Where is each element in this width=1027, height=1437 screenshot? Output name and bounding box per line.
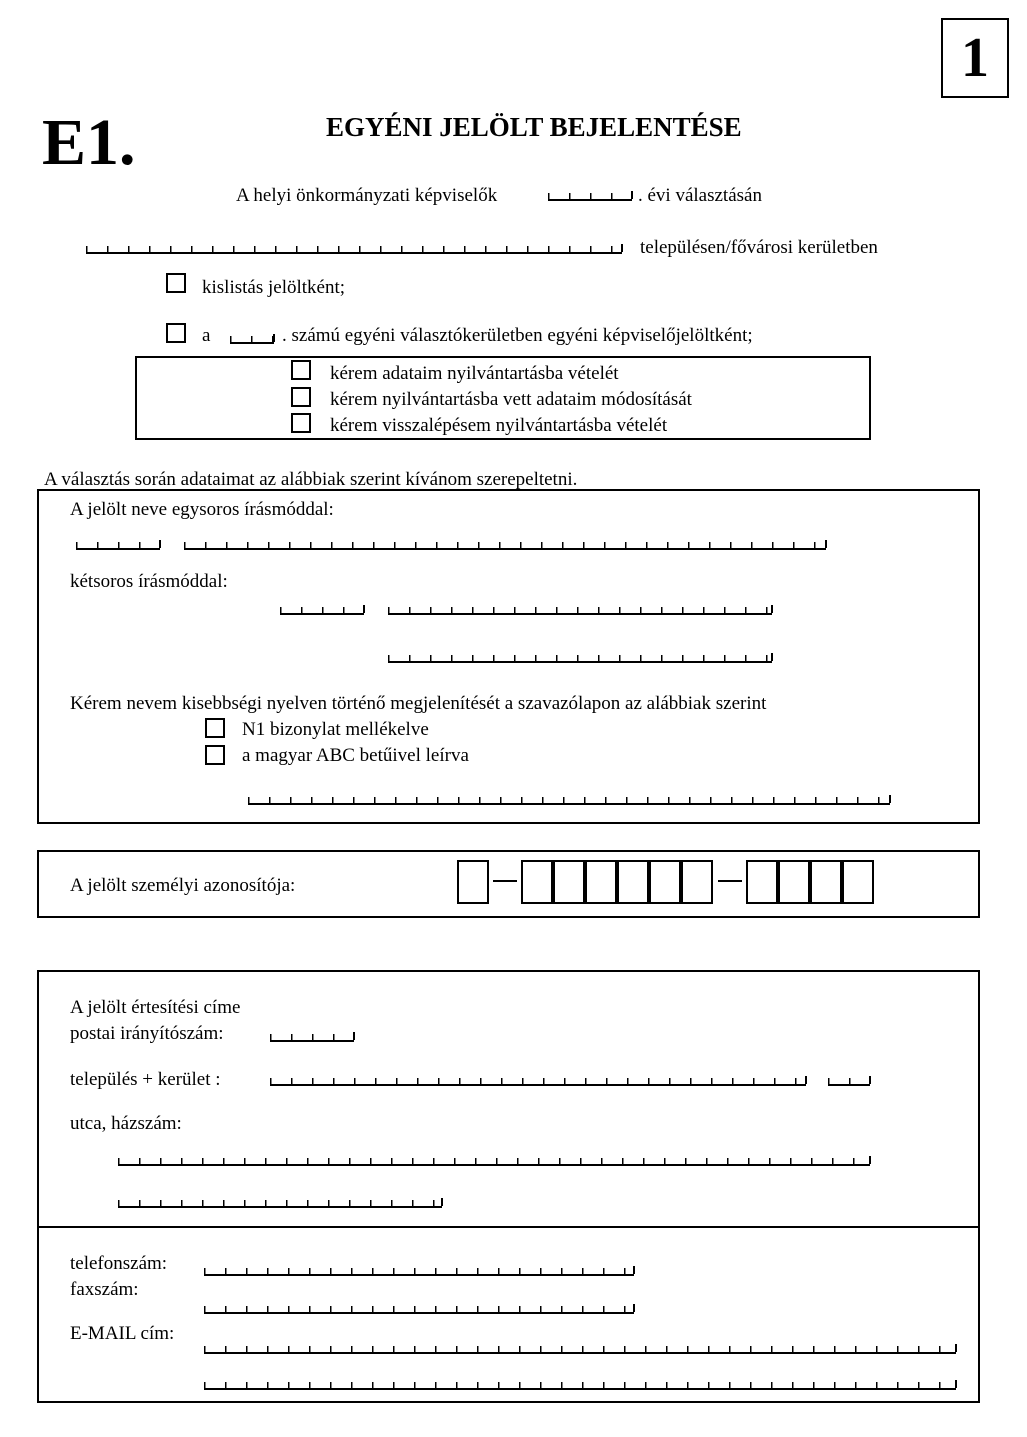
kislistas-checkbox[interactable] bbox=[166, 273, 186, 293]
street-label: utca, házszám: bbox=[70, 1113, 182, 1134]
street-field-line-2[interactable] bbox=[118, 1200, 442, 1208]
id-digit-3[interactable] bbox=[553, 860, 585, 904]
kislistas-label: kislistás jelöltként; bbox=[202, 277, 346, 298]
egyeni-checkbox[interactable] bbox=[166, 323, 186, 343]
id-digit-4[interactable] bbox=[585, 860, 617, 904]
fax-field[interactable] bbox=[204, 1306, 634, 1314]
year-field[interactable] bbox=[548, 193, 632, 201]
egyeni-prefix: a bbox=[202, 325, 211, 346]
intro-text: A választás során adataimat az alábbiak szerint kívánom szerepeltetni. bbox=[44, 469, 578, 490]
postal-code-field[interactable] bbox=[270, 1034, 354, 1042]
district-number-field[interactable] bbox=[230, 336, 274, 344]
postal-code-label: postai irányítószám: bbox=[70, 1023, 224, 1044]
street-field-line-1[interactable] bbox=[118, 1158, 870, 1166]
address-district-field[interactable] bbox=[828, 1078, 870, 1086]
email-label: E-MAIL cím: bbox=[70, 1323, 175, 1344]
phone-label: telefonszám: bbox=[70, 1253, 168, 1274]
id-label: A jelölt személyi azonosítója: bbox=[70, 875, 296, 896]
form-code: E1. bbox=[42, 106, 136, 179]
id-digit-6[interactable] bbox=[649, 860, 681, 904]
name-double-line1-field[interactable] bbox=[388, 607, 772, 615]
subtitle-after: . évi választásán bbox=[638, 185, 762, 206]
double-line-name-label: kétsoros írásmóddal: bbox=[70, 571, 228, 592]
form-title: EGYÉNI JELÖLT BEJELENTÉSE bbox=[326, 112, 742, 142]
id-digit-5[interactable] bbox=[617, 860, 649, 904]
id-digit-11[interactable] bbox=[842, 860, 874, 904]
id-separator-2 bbox=[718, 880, 742, 882]
request-option-1-checkbox[interactable] bbox=[291, 360, 311, 380]
address-settlement-field[interactable] bbox=[270, 1078, 806, 1086]
address-title: A jelölt értesítési címe bbox=[70, 997, 241, 1018]
request-option-3-label: kérem visszalépésem nyilvántartásba vételét bbox=[330, 415, 668, 436]
name-title-field[interactable] bbox=[76, 542, 160, 550]
minority-option-2-label: a magyar ABC betűivel leírva bbox=[242, 745, 469, 766]
fax-label: faxszám: bbox=[70, 1279, 139, 1300]
minority-text: Kérem nevem kisebbségi nyelven történő megjelenítését a szavazólapon az alábbiak szerint bbox=[70, 693, 767, 714]
name-single-line-field[interactable] bbox=[184, 542, 826, 550]
name-double-title-field[interactable] bbox=[280, 607, 364, 615]
settlement-field[interactable] bbox=[86, 246, 622, 254]
id-digit-7[interactable] bbox=[681, 860, 713, 904]
subtitle-before: A helyi önkormányzati képviselők bbox=[236, 185, 498, 206]
id-digit-2[interactable] bbox=[521, 860, 553, 904]
id-digit-8[interactable] bbox=[746, 860, 778, 904]
minority-option-1-label: N1 bizonylat mellékelve bbox=[242, 719, 429, 740]
request-option-2-label: kérem nyilvántartásba vett adataim módosítását bbox=[330, 389, 692, 410]
request-option-2-checkbox[interactable] bbox=[291, 387, 311, 407]
id-digit-9[interactable] bbox=[778, 860, 810, 904]
minority-option-2-checkbox[interactable] bbox=[205, 745, 225, 765]
request-option-3-checkbox[interactable] bbox=[291, 413, 311, 433]
id-digit-1[interactable] bbox=[457, 860, 489, 904]
name-double-line2-field[interactable] bbox=[388, 655, 772, 663]
phone-field[interactable] bbox=[204, 1268, 634, 1276]
id-separator-1 bbox=[493, 880, 517, 882]
settlement-label: településen/fővárosi kerületben bbox=[640, 237, 878, 258]
email-field-line-1[interactable] bbox=[204, 1346, 956, 1354]
minority-name-field[interactable] bbox=[248, 797, 890, 805]
minority-option-1-checkbox[interactable] bbox=[205, 718, 225, 738]
contact-divider bbox=[37, 1226, 980, 1228]
egyeni-suffix: . számú egyéni választókerületben egyéni képviselőjelöltként; bbox=[282, 325, 753, 346]
request-option-1-label: kérem adataim nyilvántartásba vételét bbox=[330, 363, 619, 384]
address-settlement-label: település + kerület : bbox=[70, 1069, 221, 1090]
single-line-name-label: A jelölt neve egysoros írásmóddal: bbox=[70, 499, 334, 520]
email-field-line-2[interactable] bbox=[204, 1382, 956, 1390]
page-number-box bbox=[941, 18, 1009, 98]
id-digit-10[interactable] bbox=[810, 860, 842, 904]
page-number: 1 bbox=[961, 27, 989, 89]
